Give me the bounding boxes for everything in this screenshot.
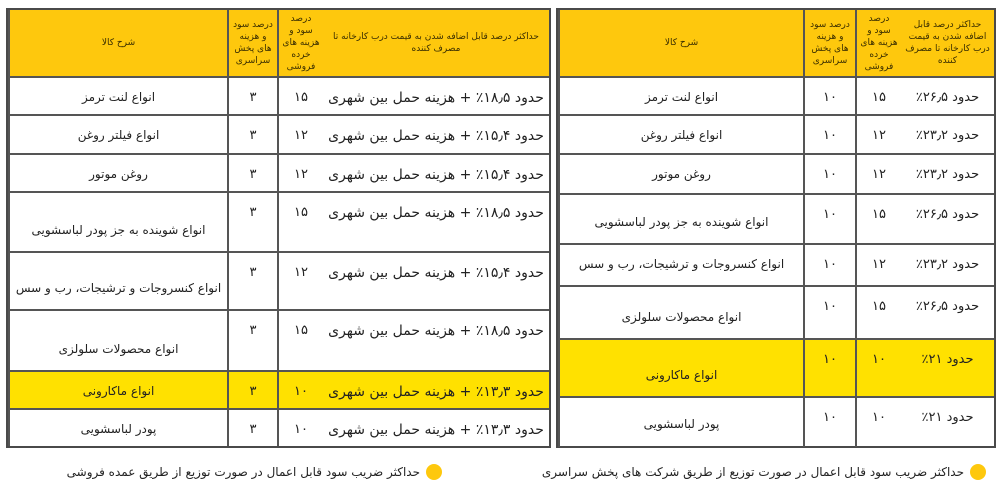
cell-retail: ۱۲ (277, 116, 323, 153)
cell-national-dist: ۳ (227, 155, 277, 191)
legend-wholesale (67, 464, 442, 480)
cell-max-increase: حدود ۱۳٫۳٪ + هزینه حمل بین شهری (328, 384, 544, 400)
header-description: شرح کالا (8, 10, 227, 76)
cell-max-increase: حدود ۱۵٫۴٪ + هزینه حمل بین شهری (328, 128, 544, 144)
cell-national-dist: ۱۰ (803, 398, 855, 447)
table-header (8, 10, 549, 78)
cell-description: روغن موتور (8, 155, 227, 191)
cell-max-increase: حدود ۱۳٫۳٪ + هزینه حمل بین شهری (328, 422, 544, 438)
national-distribution-table (556, 8, 996, 448)
header-max-increase: حداکثر درصد قابل اضافه شدن به قیمت درب کارخانه تا مصرف کننده (333, 32, 539, 54)
cell-max-increase: حدود ۲۶٫۵٪ (915, 207, 980, 222)
cell-retail: ۱۵ (277, 78, 323, 114)
cell-max-increase: حدود ۲۱٪ (921, 410, 974, 425)
table-row (8, 155, 549, 193)
cell-national-dist: ۳ (227, 410, 277, 446)
legend-national-text: حداکثر ضریب سود قابل اعمال در صورت توزیع از طریق شرکت های پخش سراسری (541, 465, 964, 479)
cell-retail: ۱۵ (277, 193, 323, 251)
cell-retail: ۱۲ (855, 245, 901, 285)
legend-wholesale-text: حداکثر ضریب سود قابل اعمال در صورت توزیع از طریق عمده فروشی (66, 465, 420, 479)
table-header (558, 10, 994, 78)
yellow-dot-icon (426, 464, 442, 480)
cell-description: انواع کنسروجات و ترشیجات، رب و سس (8, 253, 227, 309)
header-max-increase: حداکثر درصد قابل اضافه شدن به قیمت درب کارخانه تا مصرف کننده (905, 20, 990, 66)
cell-national-dist: ۳ (227, 193, 277, 251)
table-row (8, 78, 549, 116)
cell-retail: ۱۰ (855, 398, 901, 447)
table-row (8, 410, 549, 446)
table-row (8, 193, 549, 253)
cell-national-dist: ۱۰ (803, 195, 855, 243)
cell-national-dist: ۱۰ (803, 116, 855, 153)
cell-national-dist: ۱۰ (803, 340, 855, 396)
cell-description: انواع ماکارونی (8, 372, 227, 408)
cell-max-increase: حدود ۱۵٫۴٪ + هزینه حمل بین شهری (328, 265, 544, 281)
table-row (8, 372, 549, 410)
cell-retail: ۱۵ (855, 78, 901, 114)
header-retail: درصد سود و هزینه های خرده فروشی (277, 10, 323, 76)
table-row (558, 245, 994, 287)
header-retail: درصد سود و هزینه های خرده فروشی (855, 10, 901, 76)
cell-retail: ۱۵ (855, 195, 901, 243)
cell-retail: ۱۲ (855, 155, 901, 193)
cell-description: پودر لباسشویی (8, 410, 227, 446)
cell-retail: ۱۰ (277, 372, 323, 408)
cell-description: انواع ماکارونی (558, 340, 803, 396)
cell-description: انواع شوینده به جز پودر لباسشویی (558, 195, 803, 243)
cell-national-dist: ۳ (227, 372, 277, 408)
cell-retail: ۱۰ (277, 410, 323, 446)
cell-retail: ۱۵ (277, 311, 323, 370)
table-row (558, 398, 994, 447)
cell-national-dist: ۱۰ (803, 287, 855, 338)
table-row (8, 116, 549, 155)
table-row (558, 155, 994, 195)
cell-max-increase: حدود ۱۸٫۵٪ + هزینه حمل بین شهری (328, 90, 544, 106)
table-row (558, 78, 994, 116)
cell-description: روغن موتور (558, 155, 803, 193)
yellow-dot-icon (970, 464, 986, 480)
cell-national-dist: ۱۰ (803, 78, 855, 114)
cell-max-increase: حدود ۱۸٫۵٪ + هزینه حمل بین شهری (328, 205, 544, 221)
cell-description: انواع لنت ترمز (558, 78, 803, 114)
table-row (558, 195, 994, 245)
cell-retail: ۱۲ (277, 155, 323, 191)
cell-description: انواع فیلتر روغن (8, 116, 227, 153)
cell-retail: ۱۲ (855, 116, 901, 153)
cell-national-dist: ۳ (227, 78, 277, 114)
cell-max-increase: حدود ۲۳٫۲٪ (915, 128, 980, 143)
cell-national-dist: ۱۰ (803, 245, 855, 285)
cell-max-increase: حدود ۲۶٫۵٪ (915, 299, 980, 314)
header-national-dist: درصد سود و هزینه های پخش سراسری (227, 10, 277, 76)
header-description: شرح کالا (558, 10, 803, 76)
wholesale-table (6, 8, 551, 448)
cell-description: انواع کنسروجات و ترشیجات، رب و سس (558, 245, 803, 285)
cell-description: انواع لنت ترمز (8, 78, 227, 114)
table-row (558, 340, 994, 398)
cell-max-increase: حدود ۱۸٫۵٪ + هزینه حمل بین شهری (328, 323, 544, 339)
header-national-dist: درصد سود و هزینه های پخش سراسری (803, 10, 855, 76)
legend-national (542, 464, 986, 480)
cell-description: انواع شوینده به جز پودر لباسشویی (8, 193, 227, 251)
cell-retail: ۱۵ (855, 287, 901, 338)
table-row (558, 116, 994, 155)
cell-max-increase: حدود ۱۵٫۴٪ + هزینه حمل بین شهری (328, 167, 544, 183)
table-row (8, 311, 549, 372)
cell-national-dist: ۳ (227, 253, 277, 309)
cell-national-dist: ۳ (227, 116, 277, 153)
cell-description: انواع فیلتر روغن (558, 116, 803, 153)
cell-max-increase: حدود ۲۶٫۵٪ (915, 90, 980, 105)
cell-description: پودر لباسشویی (558, 398, 803, 447)
cell-retail: ۱۲ (277, 253, 323, 309)
cell-national-dist: ۱۰ (803, 155, 855, 193)
cell-max-increase: حدود ۲۱٪ (921, 352, 974, 367)
cell-max-increase: حدود ۲۳٫۲٪ (915, 257, 980, 272)
cell-description: انواع محصولات سلولزی (8, 311, 227, 370)
cell-national-dist: ۳ (227, 311, 277, 370)
cell-max-increase: حدود ۲۳٫۲٪ (915, 167, 980, 182)
table-row (558, 287, 994, 340)
cell-description: انواع محصولات سلولزی (558, 287, 803, 338)
cell-retail: ۱۰ (855, 340, 901, 396)
table-row (8, 253, 549, 311)
